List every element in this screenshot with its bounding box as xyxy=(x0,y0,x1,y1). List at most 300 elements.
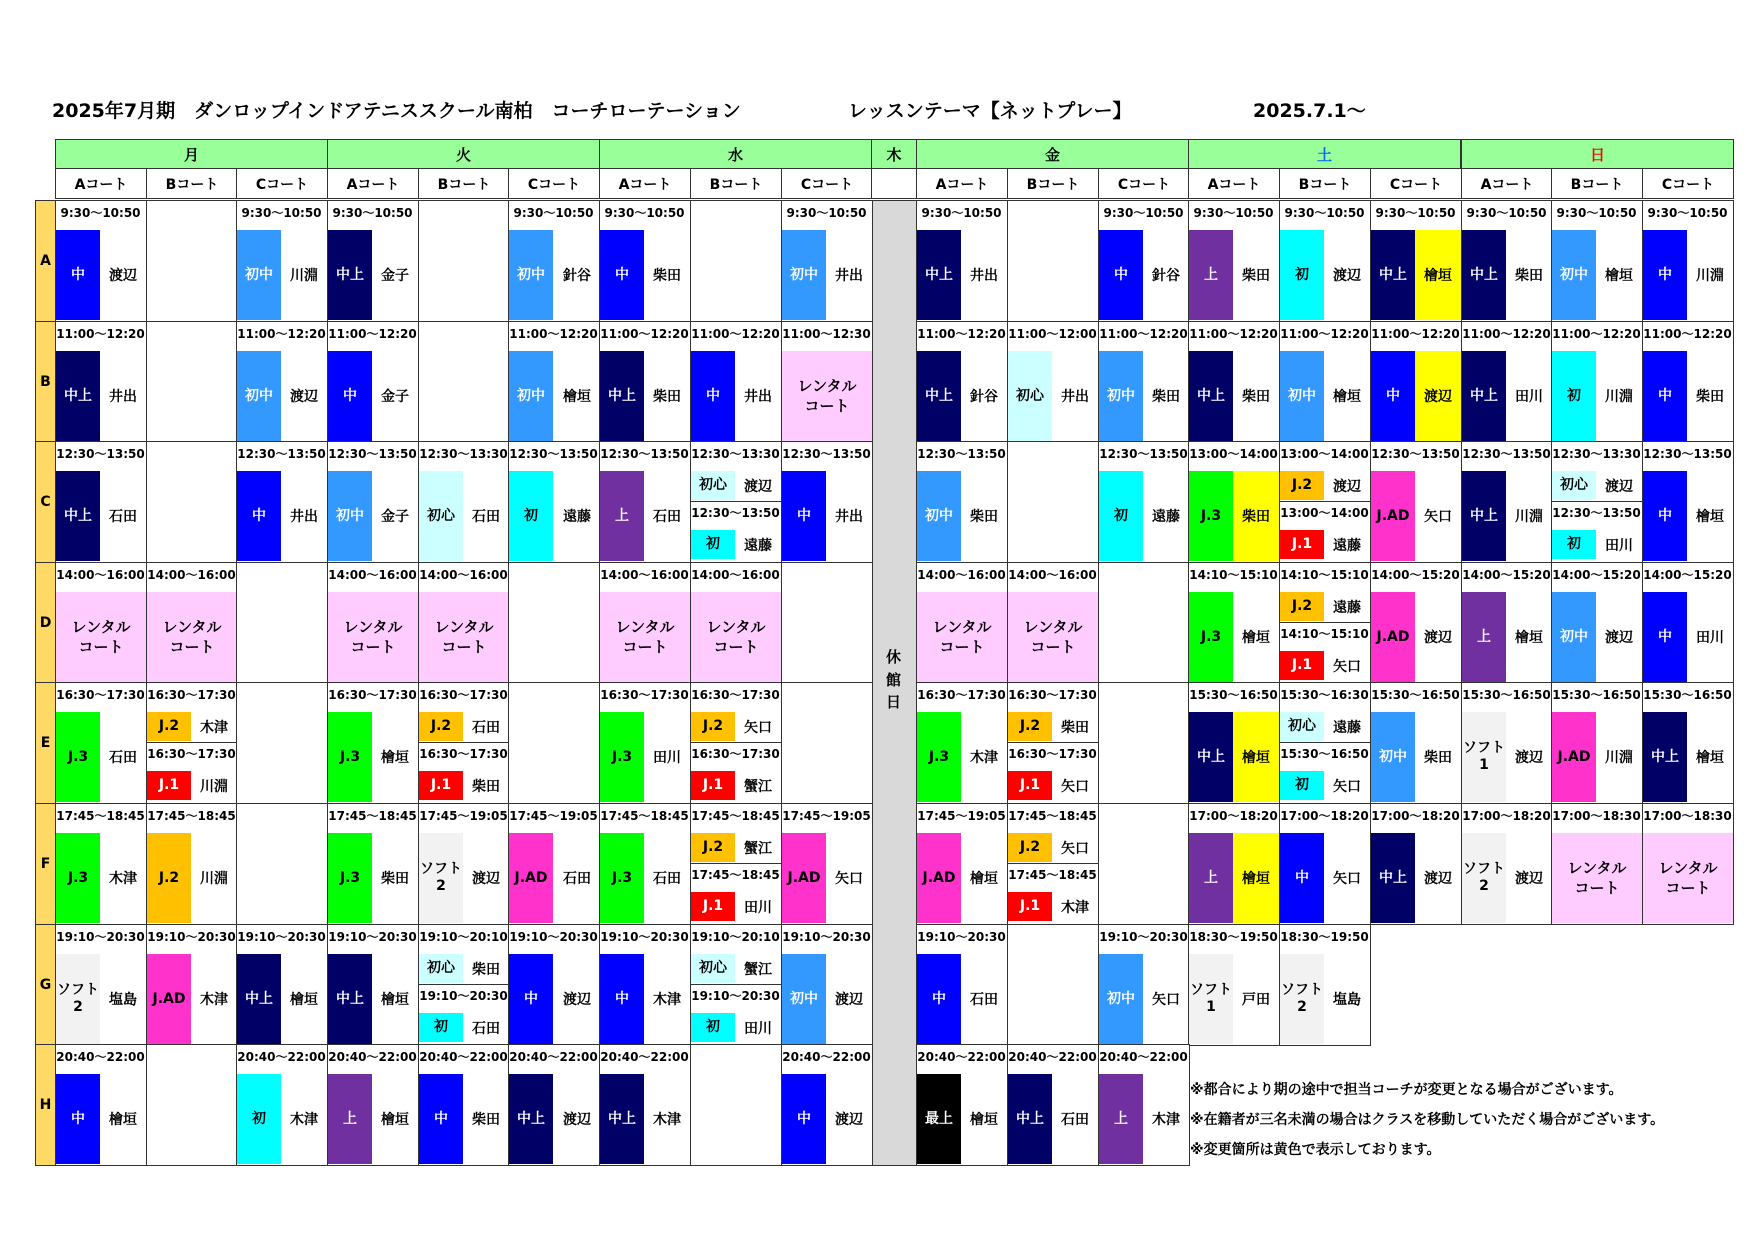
coach-name: 井出 xyxy=(109,389,137,405)
level-badge: 初中 xyxy=(237,351,281,441)
time-slot: 9:30～10:50 xyxy=(60,206,141,220)
time-slot: 9:30～10:50 xyxy=(921,206,1002,220)
time-slot: 19:10～20:30 xyxy=(328,930,417,944)
level-badge: 初 xyxy=(237,1074,281,1164)
level-badge: 中上 xyxy=(1462,230,1506,320)
coach-name: 金子 xyxy=(381,389,409,405)
rental-court: レンタル コート xyxy=(147,592,237,682)
level-badge: 上 xyxy=(600,471,644,561)
coach-name: 柴田 xyxy=(653,268,681,284)
time-slot: 12:30～13:30 xyxy=(419,447,508,461)
court-header: Bコート xyxy=(418,168,510,199)
coach-name: 遠藤 xyxy=(1333,599,1361,616)
level-badge: J.2 xyxy=(1008,712,1052,741)
coach-name: 檜垣 xyxy=(970,1112,998,1128)
coach-name: 柴田 xyxy=(472,778,500,795)
time-slot: 17:45～18:45 xyxy=(691,868,780,882)
coach-name: 川淵 xyxy=(200,871,228,887)
time-slot: 17:45～18:45 xyxy=(147,809,236,823)
slot-cell xyxy=(418,200,510,322)
coach-name: 井出 xyxy=(835,268,863,284)
level-badge: J.2 xyxy=(1008,833,1052,862)
level-badge: J.AD xyxy=(1371,592,1415,682)
level-badge: 初中 xyxy=(509,230,553,320)
time-slot: 19:10～20:10 xyxy=(419,930,508,944)
time-slot: 16:30～17:30 xyxy=(419,747,508,761)
time-slot: 9:30～10:50 xyxy=(1556,206,1637,220)
slot-cell xyxy=(781,682,873,804)
time-slot: 20:40～22:00 xyxy=(782,1050,871,1064)
rental-court: レンタル コート xyxy=(328,592,418,682)
time-slot: 14:00～15:20 xyxy=(1462,568,1551,582)
coach-name: 木津 xyxy=(1061,899,1089,916)
time-slot: 20:40～22:00 xyxy=(600,1050,689,1064)
level-badge: 初 xyxy=(1552,351,1596,441)
coach-name: 井出 xyxy=(835,509,863,525)
level-badge: ソフト 2 xyxy=(1462,833,1506,923)
row-label: H xyxy=(35,1044,56,1166)
coach-name: 檜垣 xyxy=(1515,630,1543,646)
level-badge: 初中 xyxy=(509,351,553,441)
time-slot: 17:45～18:45 xyxy=(328,809,417,823)
coach-name: 矢口 xyxy=(835,871,863,887)
slot-cell xyxy=(236,803,328,925)
coach-name: 遠藤 xyxy=(1333,537,1361,554)
coach-name: 柴田 xyxy=(1515,268,1543,284)
time-slot: 19:10～20:30 xyxy=(917,930,1006,944)
time-slot: 16:30～17:30 xyxy=(147,747,236,761)
time-slot: 11:00～12:20 xyxy=(237,327,326,341)
coach-name: 矢口 xyxy=(1333,778,1361,795)
time-slot: 17:45～18:45 xyxy=(56,809,145,823)
slot-cell xyxy=(1098,803,1190,925)
level-badge: J.AD xyxy=(509,833,553,923)
rental-court: レンタル コート xyxy=(600,592,690,682)
level-badge: 中上 xyxy=(509,1074,553,1164)
level-badge: J.3 xyxy=(600,833,644,923)
time-slot: 20:40～22:00 xyxy=(917,1050,1006,1064)
level-badge: ソフト 2 xyxy=(1280,954,1324,1044)
coach-name: 渡辺 xyxy=(835,1112,863,1128)
time-slot: 14:00～16:00 xyxy=(147,568,236,582)
coach-name: 檜垣 xyxy=(381,992,409,1008)
level-badge: J.AD xyxy=(1371,471,1415,561)
coach-name: 檜垣 xyxy=(381,750,409,766)
time-slot: 19:10～20:30 xyxy=(1099,930,1188,944)
level-badge: J.1 xyxy=(1280,530,1324,559)
start-date: 2025.7.1～ xyxy=(1253,100,1366,122)
coach-name: 川淵 xyxy=(1605,389,1633,405)
slot-cell xyxy=(146,441,238,563)
time-slot: 19:10～20:30 xyxy=(600,930,689,944)
level-badge: J.3 xyxy=(56,712,100,802)
coach-name: 田川 xyxy=(744,1020,772,1037)
row-label: G xyxy=(35,924,56,1046)
footnote: ※都合により期の途中で担当コーチが変更となる場合がございます。 xyxy=(1190,1082,1623,1098)
coach-name: 矢口 xyxy=(1152,992,1180,1008)
coach-name: 檜垣 xyxy=(970,871,998,887)
court-header: Cコート xyxy=(236,168,328,199)
level-badge: J.1 xyxy=(691,892,735,921)
level-badge: 中上 xyxy=(56,351,100,441)
court-header: Cコート xyxy=(1642,168,1734,199)
level-badge: 中 xyxy=(1280,833,1324,923)
time-slot: 12:30～13:50 xyxy=(691,506,780,520)
sub-divider xyxy=(1279,501,1371,502)
coach-name: 柴田 xyxy=(1242,268,1270,284)
coach-name: 柴田 xyxy=(970,509,998,525)
level-badge: J.2 xyxy=(691,712,735,741)
slot-cell xyxy=(690,200,782,322)
coach-name: 石田 xyxy=(653,871,681,887)
coach-name: 檜垣 xyxy=(1233,712,1279,802)
rental-court: レンタル コート xyxy=(1643,833,1733,923)
time-slot: 20:40～22:00 xyxy=(419,1050,508,1064)
court-header: Aコート xyxy=(327,168,419,199)
time-slot: 14:00～16:00 xyxy=(600,568,689,582)
level-badge: J.1 xyxy=(1280,651,1324,680)
time-slot: 12:30～13:50 xyxy=(600,447,689,461)
coach-name: 針谷 xyxy=(970,389,998,405)
level-badge: 初心 xyxy=(691,954,735,983)
coach-name: 石田 xyxy=(472,509,500,525)
level-badge: 中 xyxy=(237,471,281,561)
time-slot: 11:00～12:00 xyxy=(1008,327,1097,341)
time-slot: 19:10～20:30 xyxy=(56,930,145,944)
level-badge: J.3 xyxy=(600,712,644,802)
time-slot: 16:30～17:30 xyxy=(147,688,236,702)
level-badge: 初中 xyxy=(782,230,826,320)
coach-name: 渡辺 xyxy=(1424,871,1452,887)
level-badge: 上 xyxy=(1462,592,1506,682)
time-slot: 9:30～10:50 xyxy=(1375,206,1456,220)
level-badge: J.3 xyxy=(1189,471,1233,561)
level-badge: 中 xyxy=(56,230,100,320)
coach-name: 遠藤 xyxy=(1152,509,1180,525)
coach-name: 石田 xyxy=(109,750,137,766)
page-title: 2025年7月期 ダンロップインドアテニススクール南柏 コーチローテーション xyxy=(52,100,741,122)
level-badge: ソフト 2 xyxy=(419,833,463,923)
sub-divider xyxy=(690,501,782,502)
time-slot: 19:10～20:30 xyxy=(237,930,326,944)
court-header: Cコート xyxy=(781,168,873,199)
coach-name: 石田 xyxy=(1061,1112,1089,1128)
level-badge: 初中 xyxy=(917,471,961,561)
court-header: Aコート xyxy=(55,168,147,199)
coach-name: 渡辺 xyxy=(1605,630,1633,646)
row-label: E xyxy=(35,682,56,804)
slot-cell xyxy=(146,1044,238,1166)
coach-name: 田川 xyxy=(653,750,681,766)
row-label: F xyxy=(35,803,56,925)
time-slot: 11:00～12:20 xyxy=(1371,327,1460,341)
time-slot: 12:30～13:50 xyxy=(509,447,598,461)
slot-cell xyxy=(1007,200,1099,322)
level-badge: 中 xyxy=(509,954,553,1044)
time-slot: 14:10～15:10 xyxy=(1280,627,1369,641)
time-slot: 17:00～18:20 xyxy=(1189,809,1278,823)
coach-name: 渡辺 xyxy=(109,268,137,284)
time-slot: 17:45～19:05 xyxy=(419,809,508,823)
coach-name: 蟹江 xyxy=(744,840,772,857)
time-slot: 12:30～13:50 xyxy=(1643,447,1732,461)
time-slot: 14:00～15:20 xyxy=(1643,568,1732,582)
coach-name: 川淵 xyxy=(1515,509,1543,525)
level-badge: 中上 xyxy=(1371,230,1415,320)
level-badge: 中上 xyxy=(1008,1074,1052,1164)
time-slot: 11:00～12:20 xyxy=(691,327,780,341)
time-slot: 16:30～17:30 xyxy=(600,688,689,702)
coach-name: 渡辺 xyxy=(1515,750,1543,766)
time-slot: 12:30～13:50 xyxy=(917,447,1006,461)
coach-name: 柴田 xyxy=(1233,471,1279,561)
level-badge: 初中 xyxy=(782,954,826,1044)
slot-cell xyxy=(508,562,600,684)
time-slot: 12:30～13:30 xyxy=(691,447,780,461)
time-slot: 17:45～19:05 xyxy=(917,809,1006,823)
time-slot: 9:30～10:50 xyxy=(332,206,413,220)
level-badge: 初中 xyxy=(1099,351,1143,441)
coach-name: 田川 xyxy=(1515,389,1543,405)
court-header: Bコート xyxy=(1007,168,1099,199)
level-badge: 初 xyxy=(1280,230,1324,320)
time-slot: 9:30～10:50 xyxy=(604,206,685,220)
day-header: 金 xyxy=(916,139,1189,169)
level-badge: 初中 xyxy=(1280,351,1324,441)
time-slot: 16:30～17:30 xyxy=(419,688,508,702)
time-slot: 14:00～15:20 xyxy=(1371,568,1460,582)
level-badge: J.2 xyxy=(1280,592,1324,621)
level-badge: 中 xyxy=(691,351,735,441)
level-badge: 中上 xyxy=(1643,712,1687,802)
coach-name: 檜垣 xyxy=(381,1112,409,1128)
time-slot: 20:40～22:00 xyxy=(1099,1050,1188,1064)
time-slot: 12:30～13:50 xyxy=(1099,447,1188,461)
time-slot: 17:45～18:45 xyxy=(600,809,689,823)
time-slot: 15:30～16:50 xyxy=(1189,688,1278,702)
time-slot: 14:00～15:20 xyxy=(1552,568,1641,582)
slot-cell xyxy=(236,682,328,804)
closed-label: 休 館 日 xyxy=(885,648,901,711)
coach-name: 井出 xyxy=(1061,389,1089,405)
coach-name: 渡辺 xyxy=(563,992,591,1008)
coach-name: 檜垣 xyxy=(563,389,591,405)
court-header: Aコート xyxy=(1188,168,1280,199)
row-label: B xyxy=(35,321,56,443)
row-label: A xyxy=(35,200,56,322)
level-badge: 中上 xyxy=(328,954,372,1044)
time-slot: 14:10～15:10 xyxy=(1189,568,1278,582)
time-slot: 17:00～18:30 xyxy=(1552,809,1641,823)
level-badge: 中上 xyxy=(1462,351,1506,441)
slot-cell xyxy=(146,321,238,443)
coach-name: 矢口 xyxy=(1424,509,1452,525)
level-badge: 初心 xyxy=(419,954,463,983)
level-badge: 初 xyxy=(1099,471,1143,561)
time-slot: 17:45～19:05 xyxy=(509,809,598,823)
coach-name: 針谷 xyxy=(563,268,591,284)
lesson-theme: レッスンテーマ【ネットプレー】 xyxy=(848,100,1132,122)
coach-name: 戸田 xyxy=(1242,992,1270,1008)
time-slot: 12:30～13:50 xyxy=(237,447,326,461)
level-badge: J.AD xyxy=(782,833,826,923)
time-slot: 9:30～10:50 xyxy=(513,206,594,220)
level-badge: 中上 xyxy=(917,230,961,320)
time-slot: 19:10～20:30 xyxy=(419,989,508,1003)
coach-name: 柴田 xyxy=(1424,750,1452,766)
rental-court: レンタル コート xyxy=(56,592,146,682)
coach-name: 檜垣 xyxy=(1696,509,1724,525)
coach-name: 田川 xyxy=(744,899,772,916)
coach-name: 金子 xyxy=(381,509,409,525)
coach-name: 矢口 xyxy=(1061,778,1089,795)
coach-name: 檜垣 xyxy=(1242,630,1270,646)
level-badge: 中上 xyxy=(1371,833,1415,923)
level-badge: 中上 xyxy=(1189,712,1233,802)
coach-name: 渡辺 xyxy=(1415,351,1461,441)
time-slot: 11:00～12:20 xyxy=(1552,327,1641,341)
level-badge: J.1 xyxy=(419,771,463,800)
time-slot: 17:00～18:20 xyxy=(1371,809,1460,823)
coach-name: 檜垣 xyxy=(1333,389,1361,405)
level-badge: 中 xyxy=(419,1074,463,1164)
rental-court: レンタル コート xyxy=(782,351,872,441)
slot-cell xyxy=(418,321,510,443)
level-badge: J.1 xyxy=(1008,892,1052,921)
court-header: Cコート xyxy=(1370,168,1462,199)
coach-name: 石田 xyxy=(109,509,137,525)
time-slot: 14:00～16:00 xyxy=(691,568,780,582)
time-slot: 11:00～12:20 xyxy=(1189,327,1278,341)
coach-name: 遠藤 xyxy=(744,537,772,554)
time-slot: 16:30～17:30 xyxy=(56,688,145,702)
time-slot: 15:30～16:50 xyxy=(1462,688,1551,702)
level-badge: 初心 xyxy=(691,471,735,500)
coach-name: 遠藤 xyxy=(563,509,591,525)
sub-divider xyxy=(690,742,782,743)
coach-name: 川淵 xyxy=(1696,268,1724,284)
level-badge: J.2 xyxy=(691,833,735,862)
rental-court: レンタル コート xyxy=(917,592,1007,682)
time-slot: 20:40～22:00 xyxy=(328,1050,417,1064)
coach-name: 井出 xyxy=(970,268,998,284)
level-badge: 初中 xyxy=(328,471,372,561)
court-header: Bコート xyxy=(146,168,238,199)
level-badge: 初中 xyxy=(1099,954,1143,1044)
time-slot: 11:00～12:20 xyxy=(56,327,145,341)
coach-name: 渡辺 xyxy=(290,389,318,405)
slot-cell xyxy=(1098,682,1190,804)
court-header: Aコート xyxy=(1461,168,1553,199)
level-badge: 初中 xyxy=(1552,230,1596,320)
level-badge: 初 xyxy=(691,1013,735,1042)
time-slot: 12:30～13:50 xyxy=(1371,447,1460,461)
level-badge: 中 xyxy=(1643,230,1687,320)
level-badge: 中 xyxy=(917,954,961,1044)
level-badge: 中 xyxy=(1099,230,1143,320)
coach-name: 渡辺 xyxy=(1333,268,1361,284)
rental-court: レンタル コート xyxy=(691,592,781,682)
level-badge: J.1 xyxy=(1008,771,1052,800)
time-slot: 9:30～10:50 xyxy=(1466,206,1547,220)
coach-name: 針谷 xyxy=(1152,268,1180,284)
coach-name: 塩島 xyxy=(109,992,137,1008)
time-slot: 11:00～12:20 xyxy=(509,327,598,341)
time-slot: 9:30～10:50 xyxy=(1103,206,1184,220)
time-slot: 19:10～20:30 xyxy=(509,930,598,944)
coach-name: 渡辺 xyxy=(1333,478,1361,495)
level-badge: 中 xyxy=(782,471,826,561)
level-badge: 初中 xyxy=(1371,712,1415,802)
level-badge: 初 xyxy=(419,1013,463,1042)
coach-name: 木津 xyxy=(200,992,228,1008)
court-header: Cコート xyxy=(508,168,600,199)
time-slot: 15:30～16:30 xyxy=(1280,688,1369,702)
coach-name: 木津 xyxy=(653,1112,681,1128)
court-header: Aコート xyxy=(916,168,1008,199)
time-slot: 17:45～18:45 xyxy=(691,809,780,823)
time-slot: 13:00～14:00 xyxy=(1280,447,1369,461)
time-slot: 13:00～14:00 xyxy=(1280,506,1369,520)
sub-divider xyxy=(1279,742,1371,743)
time-slot: 9:30～10:50 xyxy=(1284,206,1365,220)
slot-cell xyxy=(508,682,600,804)
coach-name: 矢口 xyxy=(1333,658,1361,675)
level-badge: 中 xyxy=(1643,592,1687,682)
coach-name: 井出 xyxy=(744,389,772,405)
row-label: C xyxy=(35,441,56,563)
sub-divider xyxy=(1551,501,1643,502)
time-slot: 16:30～17:30 xyxy=(691,688,780,702)
coach-name: 井出 xyxy=(290,509,318,525)
level-badge: J.3 xyxy=(56,833,100,923)
day-header: 水 xyxy=(599,139,872,169)
coach-name: 石田 xyxy=(563,871,591,887)
level-badge: 中 xyxy=(782,1074,826,1164)
day-header: 土 xyxy=(1188,139,1461,169)
court-header: Bコート xyxy=(1279,168,1371,199)
level-badge: 中上 xyxy=(917,351,961,441)
slot-cell xyxy=(781,562,873,684)
coach-name: 檜垣 xyxy=(1233,833,1279,923)
level-badge: J.AD xyxy=(147,954,191,1044)
time-slot: 11:00～12:20 xyxy=(1643,327,1732,341)
coach-name: 渡辺 xyxy=(744,478,772,495)
coach-name: 遠藤 xyxy=(1333,719,1361,736)
level-badge: J.2 xyxy=(419,712,463,741)
coach-name: 渡辺 xyxy=(1515,871,1543,887)
level-badge: 初 xyxy=(509,471,553,561)
level-badge: J.AD xyxy=(917,833,961,923)
coach-name: 檜垣 xyxy=(1696,750,1724,766)
coach-name: 柴田 xyxy=(1061,719,1089,736)
time-slot: 17:45～19:05 xyxy=(782,809,871,823)
time-slot: 20:40～22:00 xyxy=(237,1050,326,1064)
slot-cell xyxy=(690,1044,782,1166)
level-badge: J.3 xyxy=(328,833,372,923)
day-header: 火 xyxy=(327,139,600,169)
coach-name: 川淵 xyxy=(290,268,318,284)
coach-name: 矢口 xyxy=(1333,871,1361,887)
coach-name: 渡辺 xyxy=(563,1112,591,1128)
level-badge: 中 xyxy=(600,230,644,320)
coach-name: 柴田 xyxy=(653,389,681,405)
level-badge: ソフト 1 xyxy=(1189,954,1233,1044)
time-slot: 20:40～22:00 xyxy=(509,1050,598,1064)
time-slot: 9:30～10:50 xyxy=(1193,206,1274,220)
time-slot: 20:40～22:00 xyxy=(56,1050,145,1064)
level-badge: 中 xyxy=(1643,471,1687,561)
